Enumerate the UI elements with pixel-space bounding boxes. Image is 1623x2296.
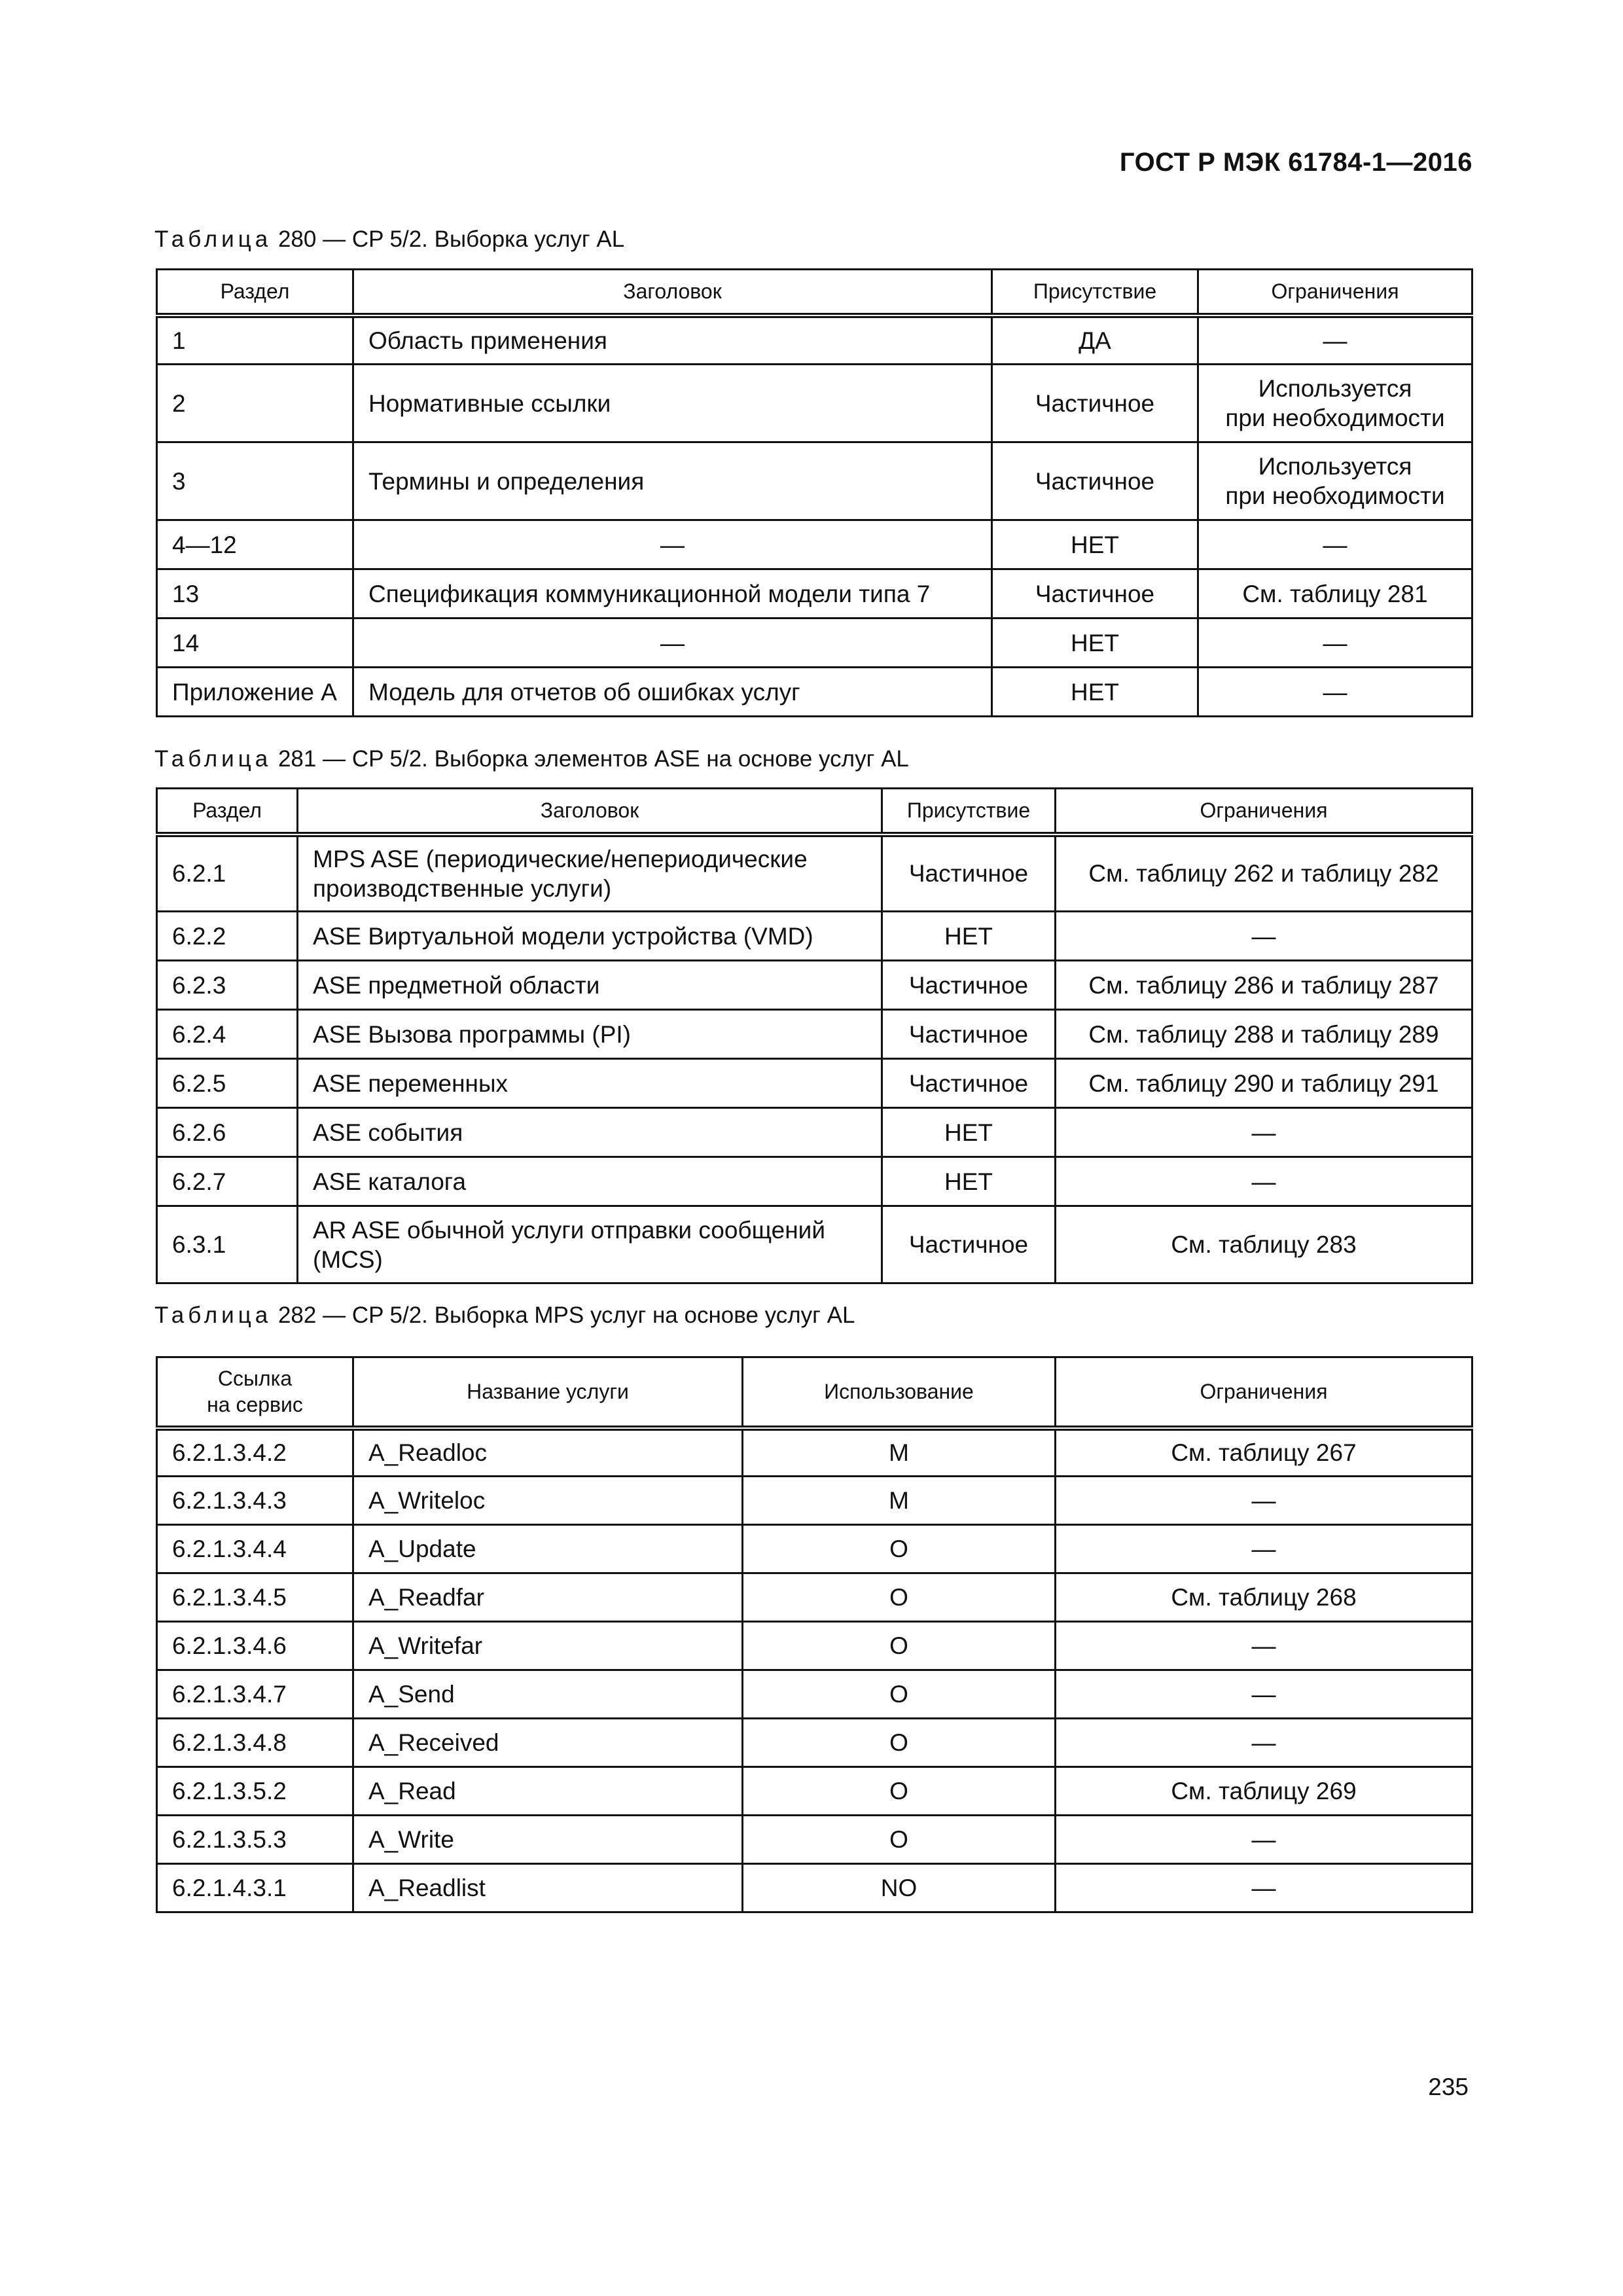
cell-presence: Частичное <box>882 834 1056 912</box>
cell-limits: См. таблицу 262 и таблицу 282 <box>1056 834 1472 912</box>
table-row <box>157 315 1472 365</box>
cell-limits: См. таблицу 283 <box>1056 1206 1472 1283</box>
cell-section: 2 <box>157 365 353 442</box>
cell-title: Область применения <box>353 315 992 365</box>
table-row <box>157 442 1472 520</box>
table-row <box>157 1428 1472 1477</box>
cell-section: 6.3.1 <box>157 1206 298 1283</box>
cell-limits: — <box>1198 619 1472 668</box>
cell-limits: — <box>1056 1157 1472 1206</box>
header-cell: Присутствие <box>882 789 1056 834</box>
cell-presence: Частичное <box>992 365 1198 442</box>
table-header-row <box>157 789 1472 834</box>
cell-ref: 6.2.1.3.4.6 <box>157 1622 353 1670</box>
cell-usage: M <box>743 1477 1056 1525</box>
cell-section: 6.2.1 <box>157 834 298 912</box>
cell-limits: — <box>1056 1477 1472 1525</box>
page-number: 235 <box>1428 2073 1469 2100</box>
cell-title: — <box>353 520 992 569</box>
cell-limits: См. таблицу 281 <box>1198 569 1472 619</box>
cell-service: A_Writefar <box>353 1622 743 1670</box>
cell-service: A_Send <box>353 1670 743 1719</box>
header-cell: Раздел <box>157 789 298 834</box>
caption-word: Таблица <box>154 1302 272 1328</box>
caption-text: 281 — CP 5/2. Выборка элементов ASE на основе услуг AL <box>277 746 909 772</box>
cell-title: Спецификация коммуникационной модели типа 7 <box>353 569 992 619</box>
table-row <box>157 834 1472 912</box>
cell-service: A_Received <box>353 1719 743 1767</box>
cell-limits: — <box>1198 315 1472 365</box>
cell-section: 14 <box>157 619 353 668</box>
header-cell: Заголовок <box>353 270 992 315</box>
header-cell: Заголовок <box>298 789 882 834</box>
table-row <box>157 1477 1472 1525</box>
header-cell: Название услуги <box>353 1357 743 1428</box>
cell-ref: 6.2.1.4.3.1 <box>157 1864 353 1912</box>
cell-presence: НЕТ <box>882 1108 1056 1157</box>
cell-presence: Частичное <box>882 1059 1056 1108</box>
table-280 <box>156 268 1473 717</box>
cell-limits: См. таблицу 267 <box>1056 1428 1472 1477</box>
cell-limits: — <box>1056 1622 1472 1670</box>
cell-limits: Используется при необходимости <box>1198 365 1472 442</box>
cell-usage: NO <box>743 1864 1056 1912</box>
cell-presence: Частичное <box>992 442 1198 520</box>
table-row <box>157 1059 1472 1108</box>
cell-section: 6.2.7 <box>157 1157 298 1206</box>
cell-limits: — <box>1056 1108 1472 1157</box>
cell-section: 6.2.3 <box>157 961 298 1010</box>
cell-section: 1 <box>157 315 353 365</box>
table-row <box>157 1719 1472 1767</box>
table-row <box>157 1010 1472 1059</box>
cell-ref: 6.2.1.3.5.2 <box>157 1767 353 1816</box>
table-row <box>157 1864 1472 1912</box>
cell-usage: O <box>743 1719 1056 1767</box>
cell-title: Нормативные ссылки <box>353 365 992 442</box>
table-row <box>157 1816 1472 1864</box>
cell-title: ASE переменных <box>298 1059 882 1108</box>
table-row <box>157 1767 1472 1816</box>
cell-ref: 6.2.1.3.4.8 <box>157 1719 353 1767</box>
table-row <box>157 1108 1472 1157</box>
table-281-caption <box>154 746 909 772</box>
cell-ref: 6.2.1.3.4.4 <box>157 1525 353 1573</box>
cell-title: ASE Виртуальной модели устройства (VMD) <box>298 912 882 961</box>
cell-presence: Частичное <box>882 1010 1056 1059</box>
table-row <box>157 520 1472 569</box>
cell-presence: НЕТ <box>992 619 1198 668</box>
cell-limits: См. таблицу 268 <box>1056 1573 1472 1622</box>
table-header-row <box>157 1357 1472 1428</box>
header-cell: Ограничения <box>1198 270 1472 315</box>
cell-section: 6.2.4 <box>157 1010 298 1059</box>
cell-service: A_Readlist <box>353 1864 743 1912</box>
cell-usage: O <box>743 1816 1056 1864</box>
caption-word: Таблица <box>154 226 272 252</box>
cell-section: 6.2.2 <box>157 912 298 961</box>
header-cell: Ограничения <box>1056 789 1472 834</box>
cell-presence: НЕТ <box>992 520 1198 569</box>
cell-presence: НЕТ <box>882 1157 1056 1206</box>
cell-usage: O <box>743 1767 1056 1816</box>
cell-service: A_Readfar <box>353 1573 743 1622</box>
table-row <box>157 619 1472 668</box>
caption-text: 282 — CP 5/2. Выборка MPS услуг на основе услуг AL <box>277 1302 855 1328</box>
cell-limits: См. таблицу 290 и таблицу 291 <box>1056 1059 1472 1108</box>
cell-presence: Частичное <box>992 569 1198 619</box>
table-280-caption <box>154 226 624 253</box>
caption-text: 280 — CP 5/2. Выборка услуг AL <box>277 226 625 252</box>
cell-title: MPS ASE (периодические/непериодические производственные услуги) <box>298 834 882 912</box>
cell-limits: — <box>1056 912 1472 961</box>
table-row <box>157 668 1472 717</box>
cell-ref: 6.2.1.3.4.3 <box>157 1477 353 1525</box>
cell-limits: — <box>1056 1816 1472 1864</box>
cell-ref: 6.2.1.3.4.7 <box>157 1670 353 1719</box>
table-header-row <box>157 270 1472 315</box>
cell-presence: Частичное <box>882 961 1056 1010</box>
cell-title: ASE события <box>298 1108 882 1157</box>
table-row <box>157 1573 1472 1622</box>
table-282 <box>156 1356 1473 1913</box>
cell-service: A_Update <box>353 1525 743 1573</box>
cell-ref: 6.2.1.3.4.5 <box>157 1573 353 1622</box>
table-row <box>157 569 1472 619</box>
cell-section: 13 <box>157 569 353 619</box>
table-row <box>157 1670 1472 1719</box>
cell-section: 4—12 <box>157 520 353 569</box>
header-cell: Использование <box>743 1357 1056 1428</box>
cell-presence: НЕТ <box>882 912 1056 961</box>
table-row <box>157 961 1472 1010</box>
cell-title: ASE Вызова программы (PI) <box>298 1010 882 1059</box>
table-282-caption <box>154 1302 855 1329</box>
cell-title: — <box>353 619 992 668</box>
cell-usage: O <box>743 1670 1056 1719</box>
table-row <box>157 365 1472 442</box>
table-row <box>157 1157 1472 1206</box>
cell-service: A_Writeloc <box>353 1477 743 1525</box>
cell-title: Термины и определения <box>353 442 992 520</box>
cell-ref: 6.2.1.3.5.3 <box>157 1816 353 1864</box>
cell-service: A_Read <box>353 1767 743 1816</box>
cell-ref: 6.2.1.3.4.2 <box>157 1428 353 1477</box>
cell-usage: O <box>743 1622 1056 1670</box>
table-row <box>157 1525 1472 1573</box>
cell-limits: См. таблицу 288 и таблицу 289 <box>1056 1010 1472 1059</box>
cell-title: AR ASE обычной услуги отправки сообщений (MCS) <box>298 1206 882 1283</box>
cell-limits: — <box>1056 1525 1472 1573</box>
header-cell: Ограничения <box>1056 1357 1472 1428</box>
cell-title: Модель для отчетов об ошибках услуг <box>353 668 992 717</box>
cell-limits: — <box>1198 668 1472 717</box>
cell-limits: — <box>1056 1719 1472 1767</box>
cell-limits: См. таблицу 269 <box>1056 1767 1472 1816</box>
table-row <box>157 912 1472 961</box>
caption-word: Таблица <box>154 746 272 772</box>
header-cell: Ссылка на сервис <box>157 1357 353 1428</box>
cell-section: 6.2.5 <box>157 1059 298 1108</box>
header-cell: Присутствие <box>992 270 1198 315</box>
cell-usage: M <box>743 1428 1056 1477</box>
table-row <box>157 1206 1472 1283</box>
cell-presence: Частичное <box>882 1206 1056 1283</box>
cell-section: Приложение A <box>157 668 353 717</box>
table-281 <box>156 787 1473 1284</box>
cell-title: ASE предметной области <box>298 961 882 1010</box>
table-row <box>157 1622 1472 1670</box>
header-cell: Раздел <box>157 270 353 315</box>
cell-limits: — <box>1056 1670 1472 1719</box>
cell-usage: O <box>743 1525 1056 1573</box>
cell-usage: O <box>743 1573 1056 1622</box>
cell-title: ASE каталога <box>298 1157 882 1206</box>
cell-limits: См. таблицу 286 и таблицу 287 <box>1056 961 1472 1010</box>
cell-section: 3 <box>157 442 353 520</box>
cell-limits: — <box>1056 1864 1472 1912</box>
document-code: ГОСТ Р МЭК 61784-1—2016 <box>1119 148 1472 177</box>
cell-section: 6.2.6 <box>157 1108 298 1157</box>
cell-presence: ДА <box>992 315 1198 365</box>
cell-service: A_Write <box>353 1816 743 1864</box>
cell-limits: — <box>1198 520 1472 569</box>
cell-presence: НЕТ <box>992 668 1198 717</box>
cell-limits: Используется при необходимости <box>1198 442 1472 520</box>
cell-service: A_Readloc <box>353 1428 743 1477</box>
